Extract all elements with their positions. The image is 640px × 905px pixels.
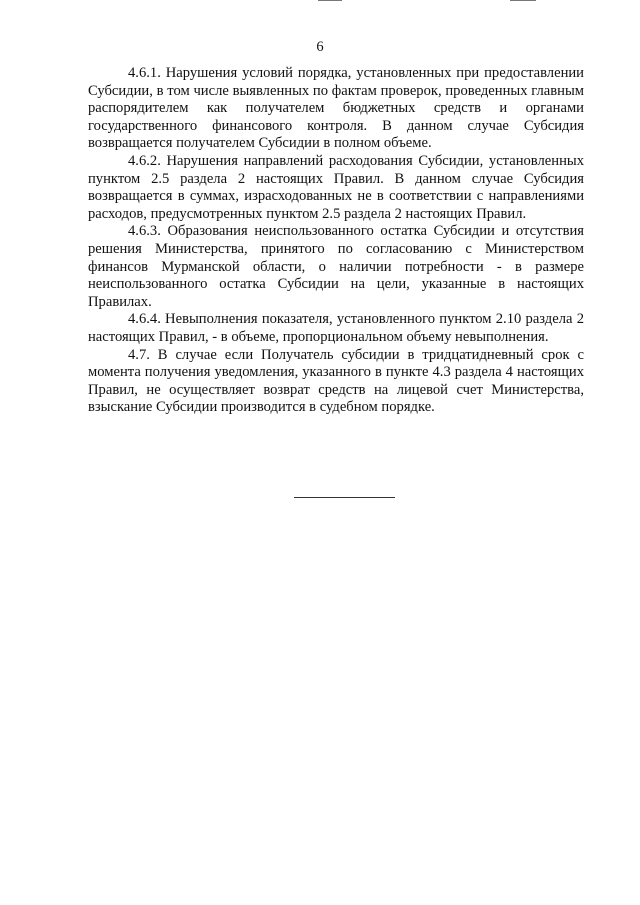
top-edge-mark-right xyxy=(510,0,536,1)
paragraph-4-6-3: 4.6.3. Образования неиспользованного остатка Субсидии и отсутствия решения Министерства, принятого по согласованию с Министерством финансов Мурманской области, о наличии потребности - в размере неиспользованного остатка Субсидии на цели, указанные в настоящих Правилах. xyxy=(88,223,584,310)
paragraph-4-6-4: 4.6.4. Невыполнения показателя, установленного пунктом 2.10 раздела 2 настоящих Правил, - в объеме, пропорциональном объему невыполнения. xyxy=(88,311,584,345)
paragraph-4-7: 4.7. В случае если Получатель субсидии в тридцатидневный срок с момента получения уведомления, указанного в пункте 4.3 раздела 4 настоящих Правил, не осуществляет возврат средств на лицевой счет Министерства, взыскание Субсидии производится в судебном порядке. xyxy=(88,346,584,416)
page-number: 6 xyxy=(316,39,324,55)
end-of-text-rule xyxy=(294,497,395,498)
paragraph-4-6-1: 4.6.1. Нарушения условий порядка, установленных при предоставлении Субсидии, в том числе выявленных по фактам проверок, проведенных главным распорядителем как получателем бюджетных средств и органами государственного финансового контроля. В данном случае Субсидия возвращается получателем Субсидии в полном объеме. xyxy=(88,65,584,152)
document-body xyxy=(88,65,584,417)
paragraph-4-6-2: 4.6.2. Нарушения направлений расходования Субсидии, установленных пунктом 2.5 раздела 2 настоящих Правил. В данном случае Субсидия возвращается в суммах, израсходованных не в соответствии с направлениями расходов, предусмотренных пунктом 2.5 раздела 2 настоящих Правил. xyxy=(88,152,584,222)
top-edge-mark-left xyxy=(318,0,342,1)
